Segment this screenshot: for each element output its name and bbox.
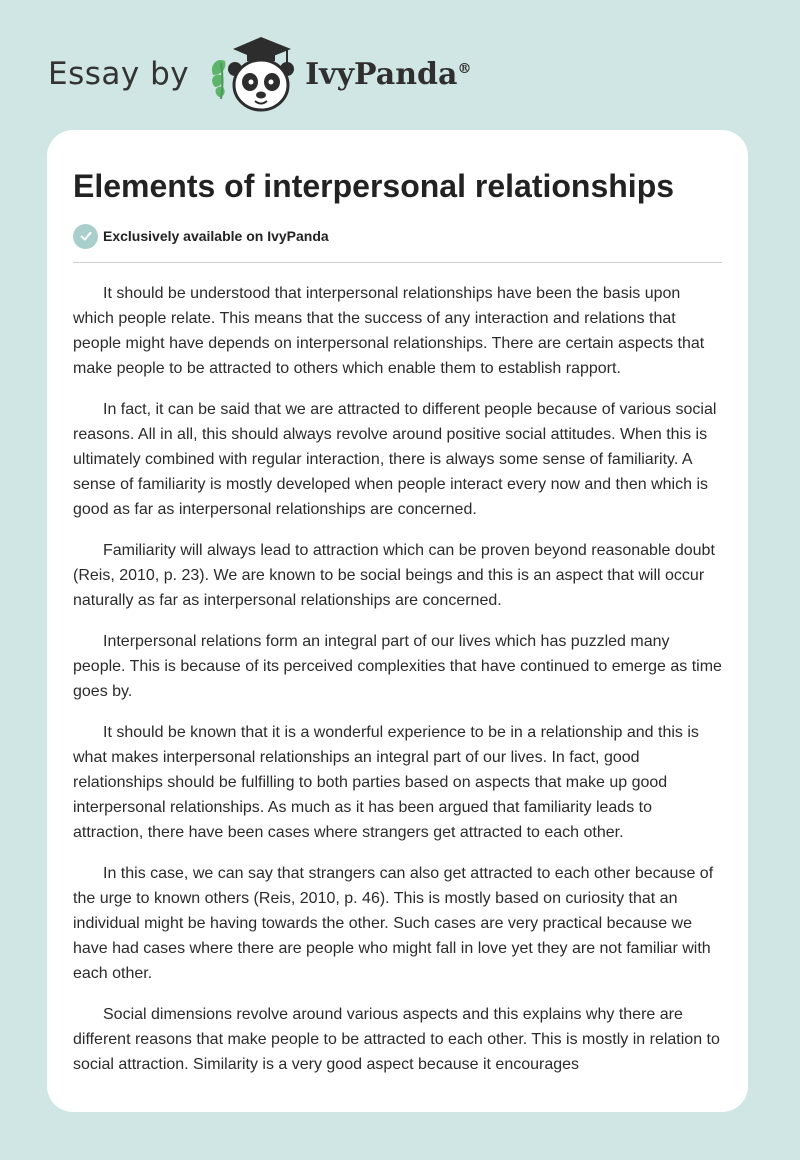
page-title: Elements of interpersonal relationships <box>73 168 675 204</box>
exclusive-badge-label: Exclusively available on IvyPanda <box>103 228 329 244</box>
site-header <box>48 34 508 114</box>
essay-card <box>47 130 748 1112</box>
paragraph: In fact, it can be said that we are attracted to different people because of various social reasons. All in all, this should always revolve around positive social attitudes. When this is ultimately combined with regular interaction, there is always some sense of familiarity. A sense of familiarity is mostly developed when people interact every now and then which is good as far as interpersonal relationships are concerned. <box>73 401 717 518</box>
paragraph: Familiarity will always lead to attraction which can be proven beyond reasonable doubt (Reis, 2010, p. 23). We are known to be social beings and this is an aspect that will occur naturally as far as interpersonal relationships are concerned. <box>73 542 715 609</box>
panda-graduation-cap-icon <box>207 35 299 113</box>
divider <box>73 262 722 263</box>
paragraph: It should be known that it is a wonderful experience to be in a relationship and this is what makes interpersonal relationships an integral part of our lives. In fact, good relationships should be fulfilling to both parties based on aspects that make up good interpersonal relationships. As much as it has been argued that familiarity leads to attraction, there have been cases where strangers get attracted to each other. <box>73 724 699 841</box>
brand-name: IvyPanda® <box>305 56 472 92</box>
paragraph: In this case, we can say that strangers can also get attracted to each other because of the urge to known others (Reis, 2010, p. 46). This is mostly based on curiosity that an individual might be having towards the other. Such cases are very practical because we have had cases where there are people who might fall in love yet they are not familiar with each other. <box>73 865 714 982</box>
essay-by-label: Essay by <box>48 56 190 92</box>
check-icon <box>73 224 98 249</box>
paragraph: It should be understood that interpersonal relationships have been the basis upon which people relate. This means that the success of any interaction and relations that people might have depends on interpersonal relationships. There are certain aspects that make people to be attracted to others which enable them to establish rapport. <box>73 285 705 377</box>
essay-body <box>73 281 722 1077</box>
paragraph: Interpersonal relations form an integral part of our lives which has puzzled many people. This is because of its perceived complexities that have continued to emerge as time goes by. <box>73 633 722 700</box>
exclusive-badge <box>73 223 722 249</box>
paragraph: Social dimensions revolve around various aspects and this explains why there are different reasons that make people to be attracted to each other. This is mostly in relation to social attraction. Similarity is a very good aspect because it encourages <box>73 1006 720 1073</box>
